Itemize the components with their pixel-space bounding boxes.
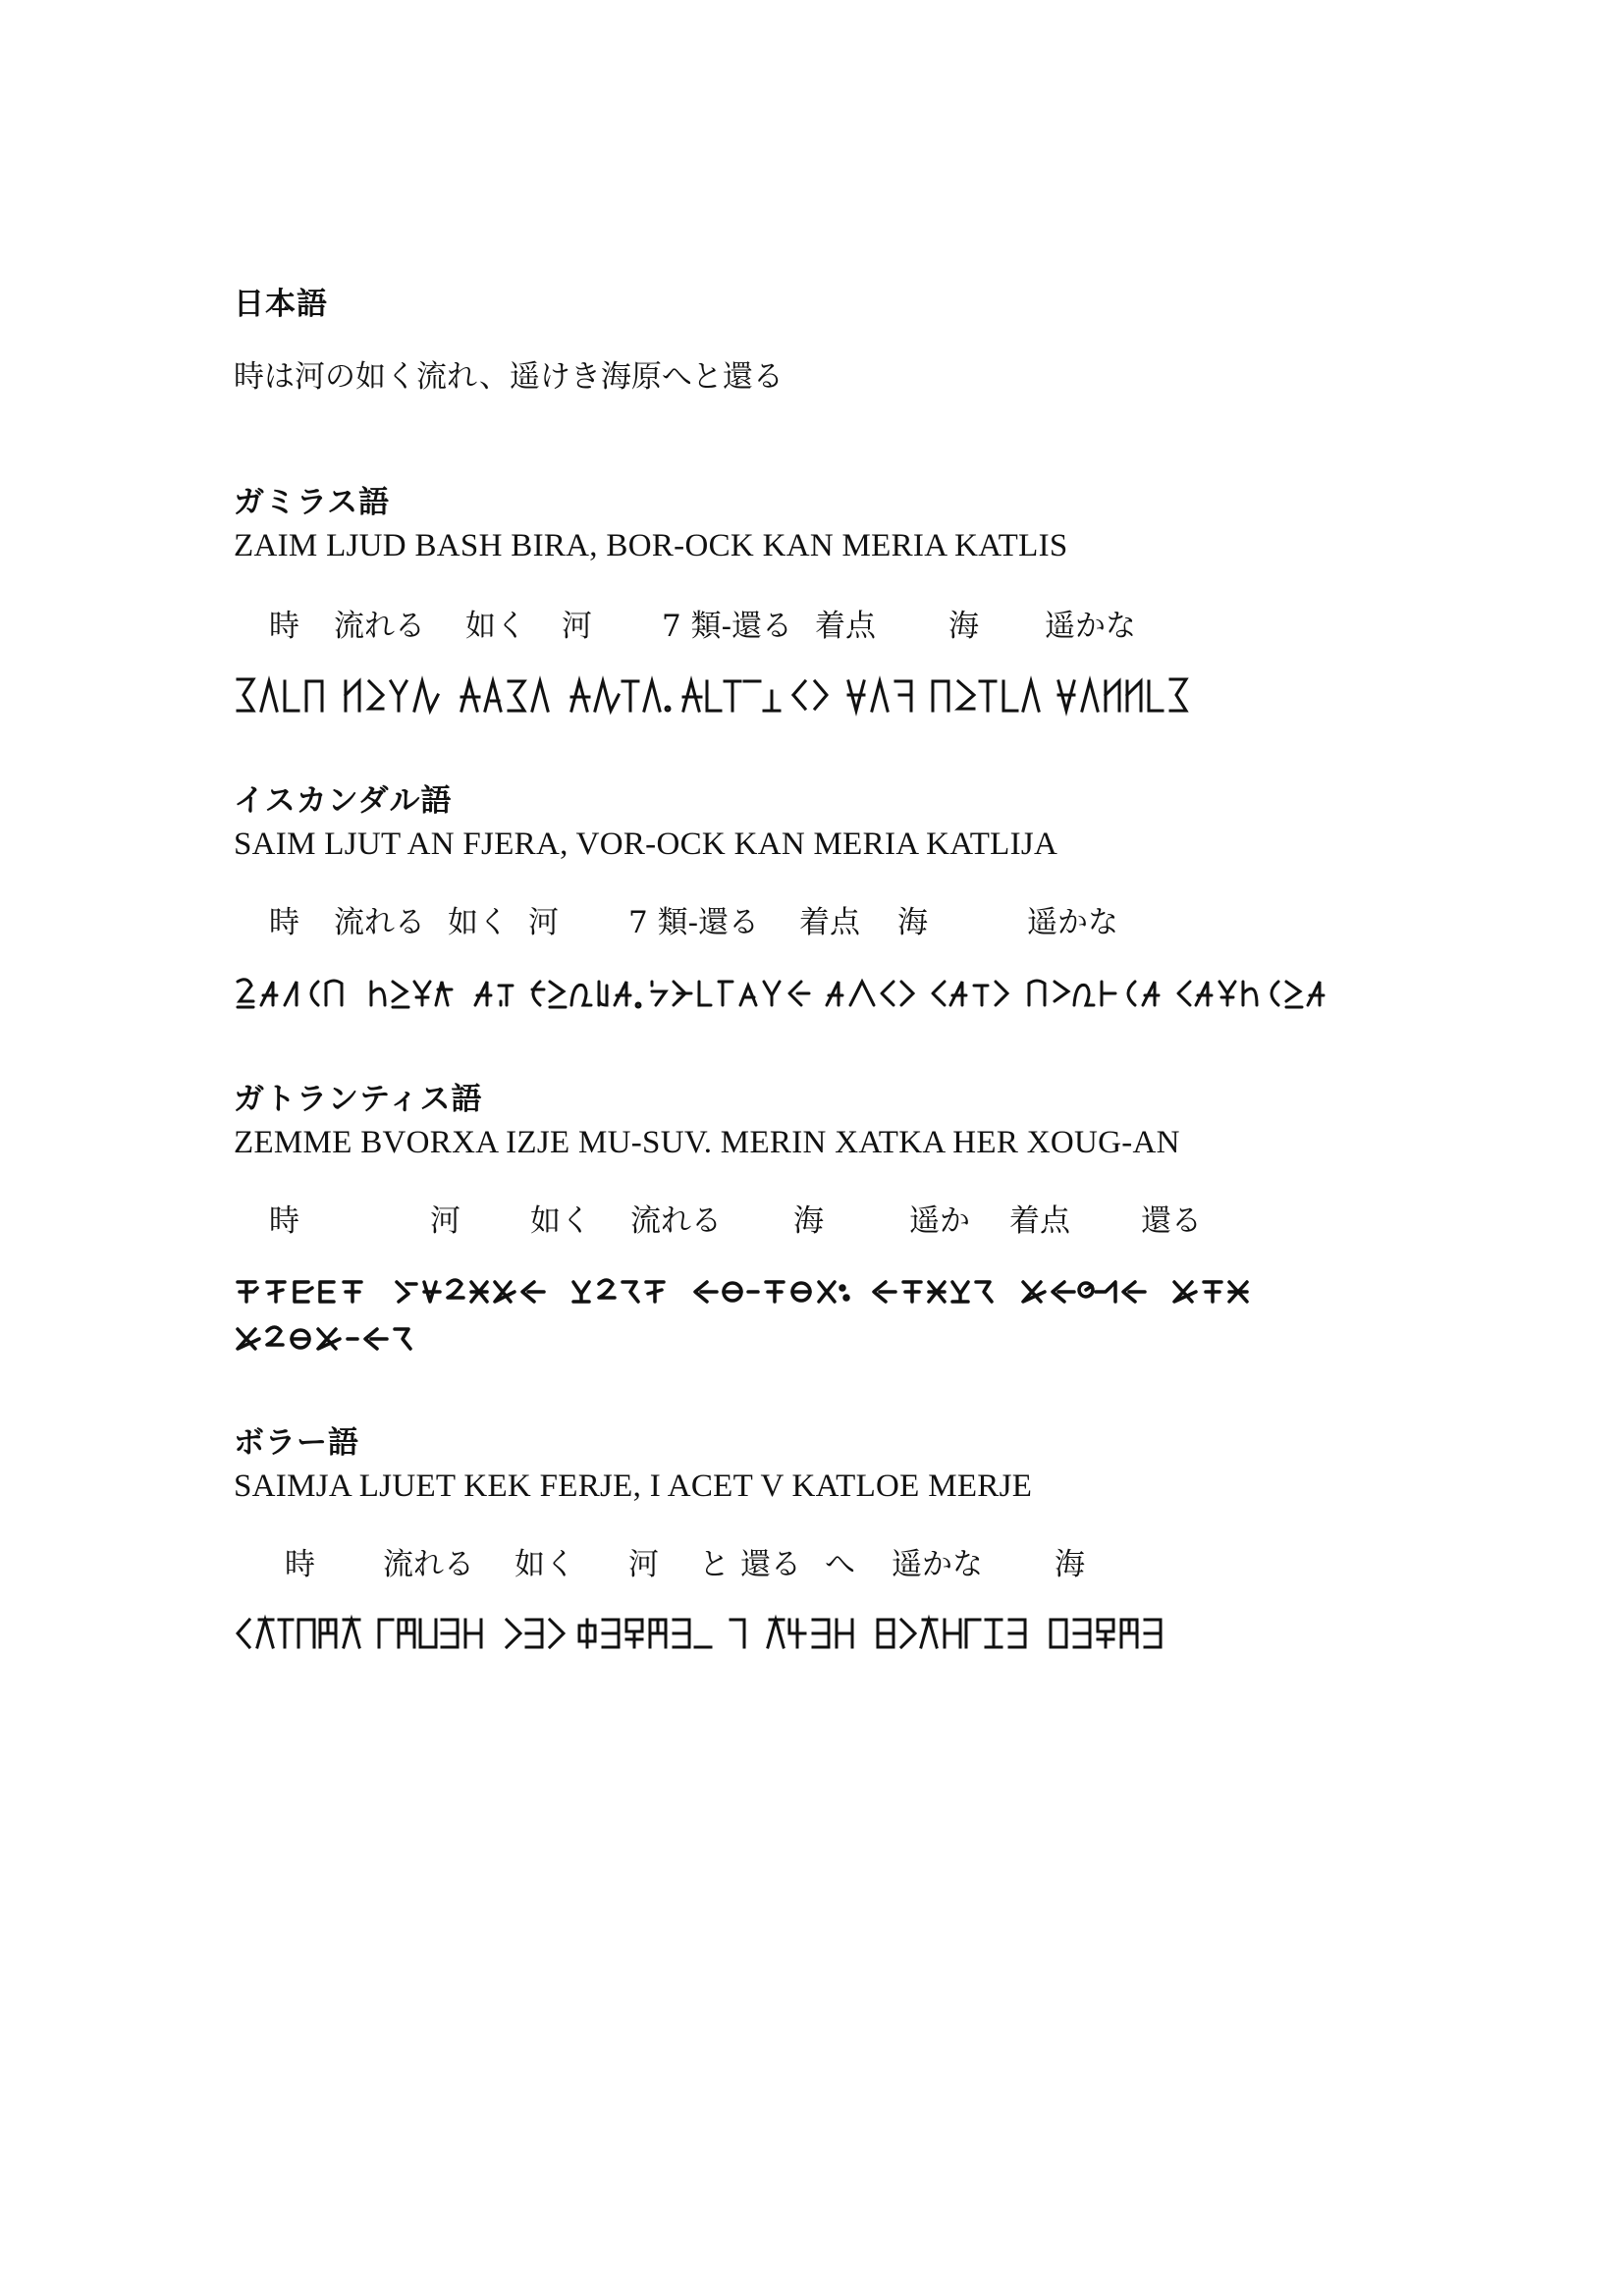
gloss-word: へ	[825, 1547, 855, 1582]
bolar-gloss	[234, 1539, 1412, 1582]
heading-gatlantis: ガトランティス語	[234, 1082, 483, 1117]
gloss-word: 海	[948, 609, 979, 644]
gloss-word: 如く	[530, 1203, 591, 1239]
gatlantis-latin: ZEMME BVORXA IZJE MU-SUV. MERIN XATKA HER XOUG-AN	[234, 1125, 1180, 1160]
gloss-word: 流れる	[630, 1203, 722, 1239]
gloss-word: 遥かな	[892, 1547, 983, 1582]
gloss-word: 時	[269, 905, 299, 940]
gloss-word: 河	[430, 1203, 460, 1239]
gloss-word: と	[699, 1547, 730, 1582]
heading-bolar: ボラー語	[234, 1425, 359, 1461]
gloss-word: 7 類-還る	[628, 905, 760, 940]
gloss-word: 河	[528, 905, 559, 940]
gloss-word: 遥かな	[1045, 609, 1136, 644]
heading-japanese: 日本語	[234, 287, 328, 322]
gloss-word: 時	[269, 609, 299, 644]
gamilas-script-line	[234, 673, 1196, 717]
bolar-script-line	[234, 1612, 1196, 1655]
gloss-word: 遥かな	[1027, 905, 1118, 940]
heading-gamilas: ガミラス語	[234, 485, 391, 520]
gatlantis-script-icon	[234, 1268, 1402, 1362]
heading-iscandar: イスカンダル語	[234, 783, 453, 819]
gloss-word: 着点	[1009, 1203, 1070, 1239]
iscandar-latin: SAIM LJUT AN FJERA, VOR-OCK KAN MERIA KATLIJA	[234, 827, 1058, 862]
bolar-latin: SAIMJA LJUET KEK FERJE, I ACET V KATLOE MERJE	[234, 1468, 1033, 1504]
gloss-word: 時	[285, 1547, 315, 1582]
gloss-word: 河	[562, 609, 592, 644]
iscandar-gloss	[234, 897, 1412, 940]
gloss-word: 河	[628, 1547, 659, 1582]
gloss-word: 如く	[514, 1547, 575, 1582]
iscandar-script-line	[234, 972, 1333, 1015]
gloss-word: 着点	[799, 905, 860, 940]
gloss-word: 着点	[815, 609, 876, 644]
gloss-word: 還る	[740, 1547, 801, 1582]
bolar-script-icon	[234, 1612, 1196, 1655]
gamilas-script-icon	[234, 673, 1196, 717]
gloss-word: 海	[897, 905, 928, 940]
gatlantis-gloss	[234, 1196, 1412, 1239]
gatlantis-script-lines	[234, 1268, 1402, 1362]
gloss-word: 時	[269, 1203, 299, 1239]
gloss-word: 海	[1055, 1547, 1085, 1582]
gloss-word: 7 類-還る	[662, 609, 793, 644]
gloss-word: 海	[793, 1203, 824, 1239]
gloss-word: 流れる	[334, 905, 425, 940]
gloss-word: 如く	[448, 905, 509, 940]
gloss-word: 如く	[465, 609, 526, 644]
gamilas-gloss	[234, 601, 1412, 644]
iscandar-script-icon	[234, 972, 1333, 1015]
gamilas-latin: ZAIM LJUD BASH BIRA, BOR-OCK KAN MERIA KATLIS	[234, 528, 1068, 563]
gloss-word: 流れる	[383, 1547, 474, 1582]
gloss-word: 流れる	[334, 609, 425, 644]
japanese-sentence: 時は河の如く流れ、遥けき海原へと還る	[234, 359, 784, 395]
gloss-word: 還る	[1141, 1203, 1202, 1239]
gloss-word: 遥か	[909, 1203, 970, 1239]
